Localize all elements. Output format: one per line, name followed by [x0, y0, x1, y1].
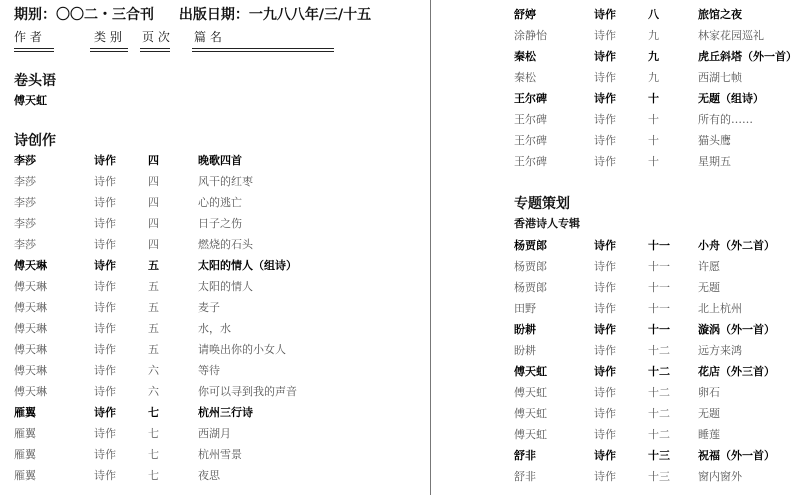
- entry-page: 六: [148, 364, 159, 377]
- entry-title: 等待: [198, 364, 220, 377]
- entry-title: 祝福（外一首）: [698, 449, 775, 462]
- entry-category: 诗作: [94, 322, 116, 335]
- rule-category: [90, 48, 128, 52]
- entry-category: 诗作: [94, 301, 116, 314]
- entry-page: 十一: [648, 239, 670, 252]
- entry-category: 诗作: [594, 50, 616, 63]
- entry-title: 所有的……: [698, 113, 753, 126]
- entry-title: 窗内窗外: [698, 470, 742, 483]
- entry-category: 诗作: [594, 8, 616, 21]
- rule-page: [140, 48, 170, 52]
- entry-title: 星期五: [698, 155, 731, 168]
- toc-entry: [14, 423, 424, 444]
- toc-entry: [514, 298, 800, 319]
- entry-category: 诗作: [94, 175, 116, 188]
- entry-category: 诗作: [594, 29, 616, 42]
- entry-author: 舒非: [514, 470, 536, 483]
- entry-title: 麦子: [198, 301, 220, 314]
- entry-author: 傅天虹: [514, 386, 547, 399]
- entry-category: 诗作: [94, 448, 116, 461]
- entry-author: 傅天虹: [14, 94, 47, 107]
- entry-author: 舒婷: [514, 8, 536, 21]
- toc-entry: [514, 109, 800, 130]
- toc-entry: [514, 319, 800, 340]
- entry-author: 雁翼: [14, 406, 36, 419]
- entry-page: 四: [148, 154, 159, 167]
- entry-author: 傅天虹: [514, 365, 547, 378]
- entry-author: 王尔碑: [514, 92, 547, 105]
- entry-title: 太阳的情人: [198, 280, 253, 293]
- entry-author: 李莎: [14, 154, 36, 167]
- toc-entry: [514, 445, 800, 466]
- entry-title: 无题（组诗）: [698, 92, 764, 105]
- entry-category: 诗作: [594, 71, 616, 84]
- entry-title: 漩涡（外一首）: [698, 323, 775, 336]
- toc-entry: [14, 444, 424, 465]
- entry-page: 十一: [648, 302, 670, 315]
- entry-author: 雁翼: [14, 448, 36, 461]
- entry-author: 舒非: [514, 449, 536, 462]
- entry-category: 诗作: [594, 386, 616, 399]
- toc-entry: [14, 276, 424, 297]
- entry-page: 十一: [648, 260, 670, 273]
- toc-entry: [514, 151, 800, 172]
- entry-author: 涂静怡: [514, 29, 547, 42]
- entry-author: 杨贾郎: [514, 260, 547, 273]
- entry-category: 诗作: [594, 449, 616, 462]
- entry-author: 王尔碑: [514, 155, 547, 168]
- toc-entry: [514, 25, 800, 46]
- toc-entry: [14, 318, 424, 339]
- entry-page: 十二: [648, 344, 670, 357]
- entry-category: 诗作: [594, 239, 616, 252]
- toc-entry: [14, 213, 424, 234]
- entry-page: 九: [648, 71, 659, 84]
- entry-title: 请唤出你的小女人: [198, 343, 286, 356]
- entry-title: 虎丘斜塔（外一首）: [698, 50, 797, 63]
- entry-author: 秦松: [514, 71, 536, 84]
- entry-page: 四: [148, 238, 159, 251]
- entry-author: 杨贾郎: [514, 281, 547, 294]
- entry-category: 诗作: [594, 134, 616, 147]
- entry-title: 西湖月: [198, 427, 231, 440]
- toc-entry: [514, 130, 800, 151]
- entry-title: 旅馆之夜: [698, 8, 742, 21]
- toc-entry: [514, 88, 800, 109]
- toc-entry: [514, 46, 800, 67]
- toc-entry: [14, 297, 424, 318]
- entry-title: 花店（外三首）: [698, 365, 775, 378]
- entry-author: 傅天琳: [14, 280, 47, 293]
- section-title: 卷头语: [14, 73, 56, 89]
- entry-category: 诗作: [94, 154, 116, 167]
- entry-author: 傅天琳: [14, 343, 47, 356]
- entry-page: 十: [648, 113, 659, 126]
- entry-page: 六: [148, 385, 159, 398]
- entry-author: 傅天琳: [14, 259, 47, 272]
- entry-page: 九: [648, 29, 659, 42]
- toc-entry: [14, 150, 424, 171]
- entry-page: 七: [148, 427, 159, 440]
- entry-author: 秦松: [514, 50, 536, 63]
- entry-page: 四: [148, 217, 159, 230]
- toc-entry: [514, 4, 800, 25]
- entry-title: 燃烧的石头: [198, 238, 253, 251]
- entry-page: 十: [648, 155, 659, 168]
- toc-entry: [14, 339, 424, 360]
- entry-title: 无题: [698, 407, 720, 420]
- entry-page: 十一: [648, 281, 670, 294]
- entry-title: 风干的红枣: [198, 175, 253, 188]
- toc-entry: [14, 192, 424, 213]
- entry-title: 日子之伤: [198, 217, 242, 230]
- entry-category: 诗作: [594, 407, 616, 420]
- entry-title: 夜思: [198, 469, 220, 482]
- toc-entry: [514, 382, 800, 403]
- column-divider: [430, 0, 431, 495]
- toc-entry: [514, 235, 800, 256]
- entry-author: 雁翼: [14, 469, 36, 482]
- column-head-page: 页 次: [142, 30, 170, 44]
- entry-page: 四: [148, 175, 159, 188]
- publish-date: 出版日期：一九八八年/三/十五: [178, 7, 372, 23]
- entry-title: 小舟（外二首）: [698, 239, 775, 252]
- toc-entry: [514, 361, 800, 382]
- entry-page: 十二: [648, 407, 670, 420]
- entry-author: 田野: [514, 302, 536, 315]
- entry-category: 诗作: [594, 281, 616, 294]
- toc-entry: [14, 381, 424, 402]
- toc-entry: [514, 340, 800, 361]
- entry-title: 无题: [698, 281, 720, 294]
- section-title: 专题策划: [514, 196, 570, 212]
- entry-category: 诗作: [94, 196, 116, 209]
- entry-author: 傅天琳: [14, 301, 47, 314]
- entry-author: 李莎: [14, 238, 36, 251]
- issue-header: [14, 4, 371, 24]
- entry-category: 诗作: [94, 469, 116, 482]
- column-head-author: 作 者: [14, 30, 42, 44]
- entry-page: 十一: [648, 323, 670, 336]
- entry-author: 盼耕: [514, 323, 536, 336]
- issue-label: 期别：〇〇二・三合刊: [14, 7, 154, 23]
- entry-category: 诗作: [94, 259, 116, 272]
- entry-page: 五: [148, 259, 159, 272]
- entry-title: 睡莲: [698, 428, 720, 441]
- toc-entry: [14, 402, 424, 423]
- entry-category: 诗作: [594, 344, 616, 357]
- toc-entry: [14, 90, 424, 111]
- entry-page: 五: [148, 280, 159, 293]
- toc-entry: [514, 256, 800, 277]
- entry-author: 李莎: [14, 196, 36, 209]
- entry-title: 卵石: [698, 386, 720, 399]
- entry-title: 西湖七帧: [698, 71, 742, 84]
- entry-page: 十: [648, 134, 659, 147]
- toc-entry: [514, 403, 800, 424]
- entry-title: 许愿: [698, 260, 720, 273]
- toc-entry: [514, 277, 800, 298]
- entry-page: 十: [648, 92, 659, 105]
- entry-author: 傅天琳: [14, 322, 47, 335]
- entry-author: 雁翼: [14, 427, 36, 440]
- entry-page: 四: [148, 196, 159, 209]
- entry-author: 李莎: [14, 217, 36, 230]
- entry-page: 九: [648, 50, 659, 63]
- entry-page: 十二: [648, 365, 670, 378]
- section-subtitle: 香港诗人专辑: [514, 217, 580, 230]
- entry-author: 杨贾郎: [514, 239, 547, 252]
- entry-title: 水，水: [198, 322, 231, 335]
- entry-category: 诗作: [94, 238, 116, 251]
- entry-category: 诗作: [594, 260, 616, 273]
- entry-category: 诗作: [594, 365, 616, 378]
- entry-category: 诗作: [94, 406, 116, 419]
- entry-category: 诗作: [594, 323, 616, 336]
- entry-category: 诗作: [594, 92, 616, 105]
- entry-category: 诗作: [594, 470, 616, 483]
- entry-title: 猫头鹰: [698, 134, 731, 147]
- entry-page: 十二: [648, 386, 670, 399]
- section-title: 诗创作: [14, 133, 56, 149]
- entry-page: 七: [148, 448, 159, 461]
- entry-category: 诗作: [594, 428, 616, 441]
- toc-entry: [14, 360, 424, 381]
- entry-category: 诗作: [594, 155, 616, 168]
- entry-category: 诗作: [94, 364, 116, 377]
- entry-category: 诗作: [94, 385, 116, 398]
- entry-page: 七: [148, 406, 159, 419]
- entry-page: 五: [148, 343, 159, 356]
- toc-entry: [14, 171, 424, 192]
- entry-page: 十二: [648, 428, 670, 441]
- entry-title: 林家花园巡礼: [698, 29, 764, 42]
- entry-author: 傅天虹: [514, 428, 547, 441]
- entry-category: 诗作: [94, 280, 116, 293]
- entry-title: 杭州雪景: [198, 448, 242, 461]
- rule-title: [192, 48, 334, 52]
- entry-category: 诗作: [594, 302, 616, 315]
- entry-author: 王尔碑: [514, 134, 547, 147]
- entry-title: 远方来鸿: [698, 344, 742, 357]
- entry-title: 杭州三行诗: [198, 406, 253, 419]
- entry-page: 十三: [648, 449, 670, 462]
- entry-title: 北上杭州: [698, 302, 742, 315]
- toc-entry: [14, 234, 424, 255]
- column-head-category: 类 别: [94, 30, 122, 44]
- toc-entry: [514, 67, 800, 88]
- entry-title: 你可以寻到我的声音: [198, 385, 297, 398]
- entry-category: 诗作: [594, 113, 616, 126]
- entry-category: 诗作: [94, 427, 116, 440]
- entry-page: 五: [148, 322, 159, 335]
- entry-page: 七: [148, 469, 159, 482]
- toc-entry: [514, 466, 800, 487]
- entry-author: 李莎: [14, 175, 36, 188]
- column-head-title: 篇 名: [194, 30, 222, 44]
- rule-author: [14, 48, 54, 52]
- entry-author: 王尔碑: [514, 113, 547, 126]
- entry-title: 太阳的情人（组诗）: [198, 259, 297, 272]
- entry-author: 傅天琳: [14, 364, 47, 377]
- entry-page: 十三: [648, 470, 670, 483]
- entry-category: 诗作: [94, 343, 116, 356]
- entry-author: 傅天琳: [14, 385, 47, 398]
- entry-author: 盼耕: [514, 344, 536, 357]
- entry-title: 心的逃亡: [198, 196, 242, 209]
- entry-page: 五: [148, 301, 159, 314]
- entry-author: 傅天虹: [514, 407, 547, 420]
- toc-entry: [14, 255, 424, 276]
- entry-category: 诗作: [94, 217, 116, 230]
- toc-entry: [14, 465, 424, 486]
- entry-page: 八: [648, 8, 659, 21]
- entry-title: 晚歌四首: [198, 154, 242, 167]
- toc-entry: [514, 424, 800, 445]
